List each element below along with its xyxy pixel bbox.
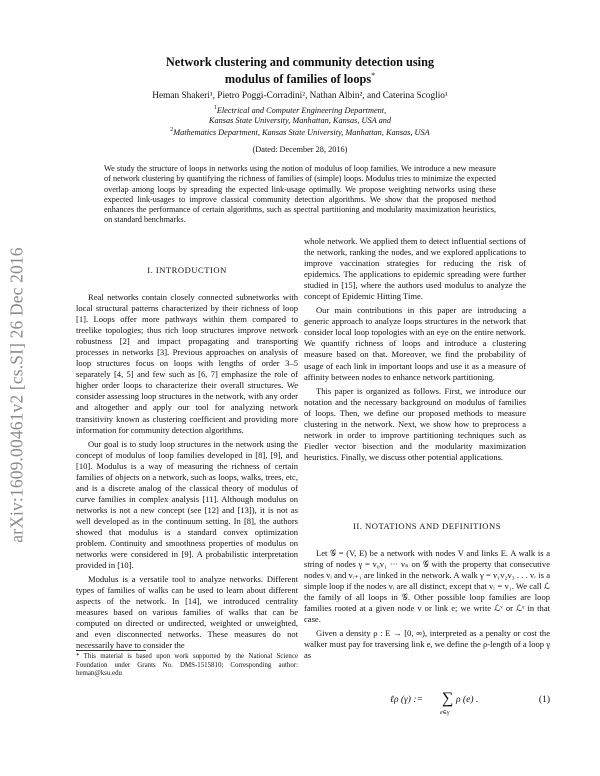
paragraph-right-1: whole network. We applied them to detect influential sections of the network, ranking the nodes, and we explored applications to improve vaccination strategies for reducing the risk of epidemics. The applications to epidemic spreading were further studied in [15], where the authors used modulus to analyze the concept of Epidemic Hitting Time. [304,236,526,302]
left-column [76,292,298,652]
paper-title [100,55,500,86]
author-list: Heman Shakeri¹, Pietro Poggi-Corradini², Nathan Albin², and Caterina Scoglio¹ [152,91,448,101]
paragraph-organization: This paper is organized as follows. First, we introduce our notation and the necessary background on modulus of families of loops. Then, we define our proposed methods to measure clustering in the network. Next, we show how to preprocess a network in order to improve partitioning techniques such as Fiedler vector bisection and the modularity maximization heuristics. Finally, we discuss other potential applications. [304,385,526,462]
abstract: We study the structure of loops in networks using the notion of modulus of loop families. We introduce a new measure of network clustering by quantifying the richness of families of (simple) loops. Modulus tries to minimize the expected overlap among loops by spreading the expected link-usage optimally. We propose weighting networks using these expected link-usages to improve classical community detection algorithms. We show that the proposed method enhances the performance of certain algorithms, such as spectral partitioning and modularity maximization heuristics, on standard benchmarks. [104,164,496,225]
paragraph-intro-3: Modulus is a versatile tool to analyze networks. Different types of families of walks can be used to learn about different aspects of the network. In [14], we introduced centrality measures based on various families of walks that can be computed on directed or undirected, weighted or unweighted, and even disconnected networks. These measures do not necessarily have to consider the [76,574,298,651]
affiliation-1: $^1$Electrical and Computer Engineering Department, Kansas State University, Manhattan, Kansas, USA and [208,105,392,126]
date-line: (Dated: December 28, 2016) [252,145,348,154]
section-heading-notations: II. NOTATIONS AND DEFINITIONS [353,521,501,531]
title-line-2: modulus of families of loops* [224,71,376,87]
section-heading-introduction: I. INTRODUCTION [147,265,227,275]
arxiv-identifier: arXiv:1609.00461v2 [cs.SI] 26 Dec 2016 [6,247,27,543]
affiliation-2: $^2$Mathematics Department, Kansas State University, Manhattan, Kansas, USA [170,126,430,137]
footnote: * This material is based upon work supported by the National Science Foundation under Grants No. DMS-1515810; Corresponding author: heman@ksu.edu [76,653,298,678]
summation-index: e∈γ [440,710,450,716]
title-footnote-mark: * [371,71,376,80]
paragraph-intro-2: Our goal is to study loop structures in the network using the concept of modulus of loop families developed in [8], [9], and [10]. Modulus is a way of measuring the richness of certain families of objects on a network, such as loops, walks, trees, etc, and is a discrete analog of the classical theory of modulus of curve families in complex analysis [11]. Although modulus on networks is not a new concept (see [12] and [13]), it is not as well developed as in the continuum setting. In [8], the authors showed that modulus is a standard convex optimization problem. Continuity and smoothness properties of modulus on networks were considered in [9]. A probabilistic interpretation provided in [10]. [76,438,298,571]
paragraph-contributions: Our main contributions in this paper are introducing a generic approach to analyze loops structures in the network that consider local loop topologies with an eye on the entire network. We quantify richness of loops and introduce a clustering measure based on that. Moreover, we find the probability of usage of each link in important loops and use it as a measure of affinity between nodes to enhance network partitioning. [304,305,526,382]
arxiv-sidebar-stamp [6,215,28,575]
title-line-1: Network clustering and community detection using [165,55,435,69]
equation-rhs: ρ (e) . [456,695,479,705]
footnote-rule [76,650,146,651]
equation-1 [304,692,550,722]
summation-symbol: ∑ [442,690,454,707]
equation-lhs: ℓρ (γ) := [390,695,423,705]
paragraph-notation-1: Let 𝒢 = (V, E) be a network with nodes V and links E. A walk is a string of nodes γ = v₀v₁ ··· vₙ on 𝒢 with the property that consecutive nodes vᵢ and vᵢ₊₁ are linked in the network. A walk γ = v₁v₂v₃ . . . vᵣ is a simple loop if the nodes vᵢ are all distinct, except that vᵣ = v₁. We call ℒ the family of all loops in 𝒢. Other possible loop families are loop families rooted at a given node v or link e; we write ℒᵛ or ℒᵉ in that case. [304,548,550,625]
right-column [304,236,526,463]
notations-body [304,548,550,661]
paragraph-notation-2: Given a density ρ : E → [0, ∞), interpreted as a penalty or cost the walker must pay for traversing link e, we define the ρ-length of a loop γ as [304,628,550,661]
equation-number: (1) [538,695,550,705]
paragraph-intro-1: Real networks contain closely connected subnetworks with local structural patterns characterized by their richness of loop [1]. Loops offer more pathways within them compared to treelike topologies; thus rich loop structures improve network robustness [2] and impact propagating and transporting processes in networks [3]. Previous approaches on analysis of loop structures focus on loops with lengths of order 3–5 separately [4, 5] and few such as [6, 7] emphasize the role of higher order loops to characterize their overall structures. We consider assessing loop structures in the network, with any order and altogether and apply our tool for analyzing network transitivity known as clustering coefficient and providing more information for community detection algorithms. [76,292,298,435]
